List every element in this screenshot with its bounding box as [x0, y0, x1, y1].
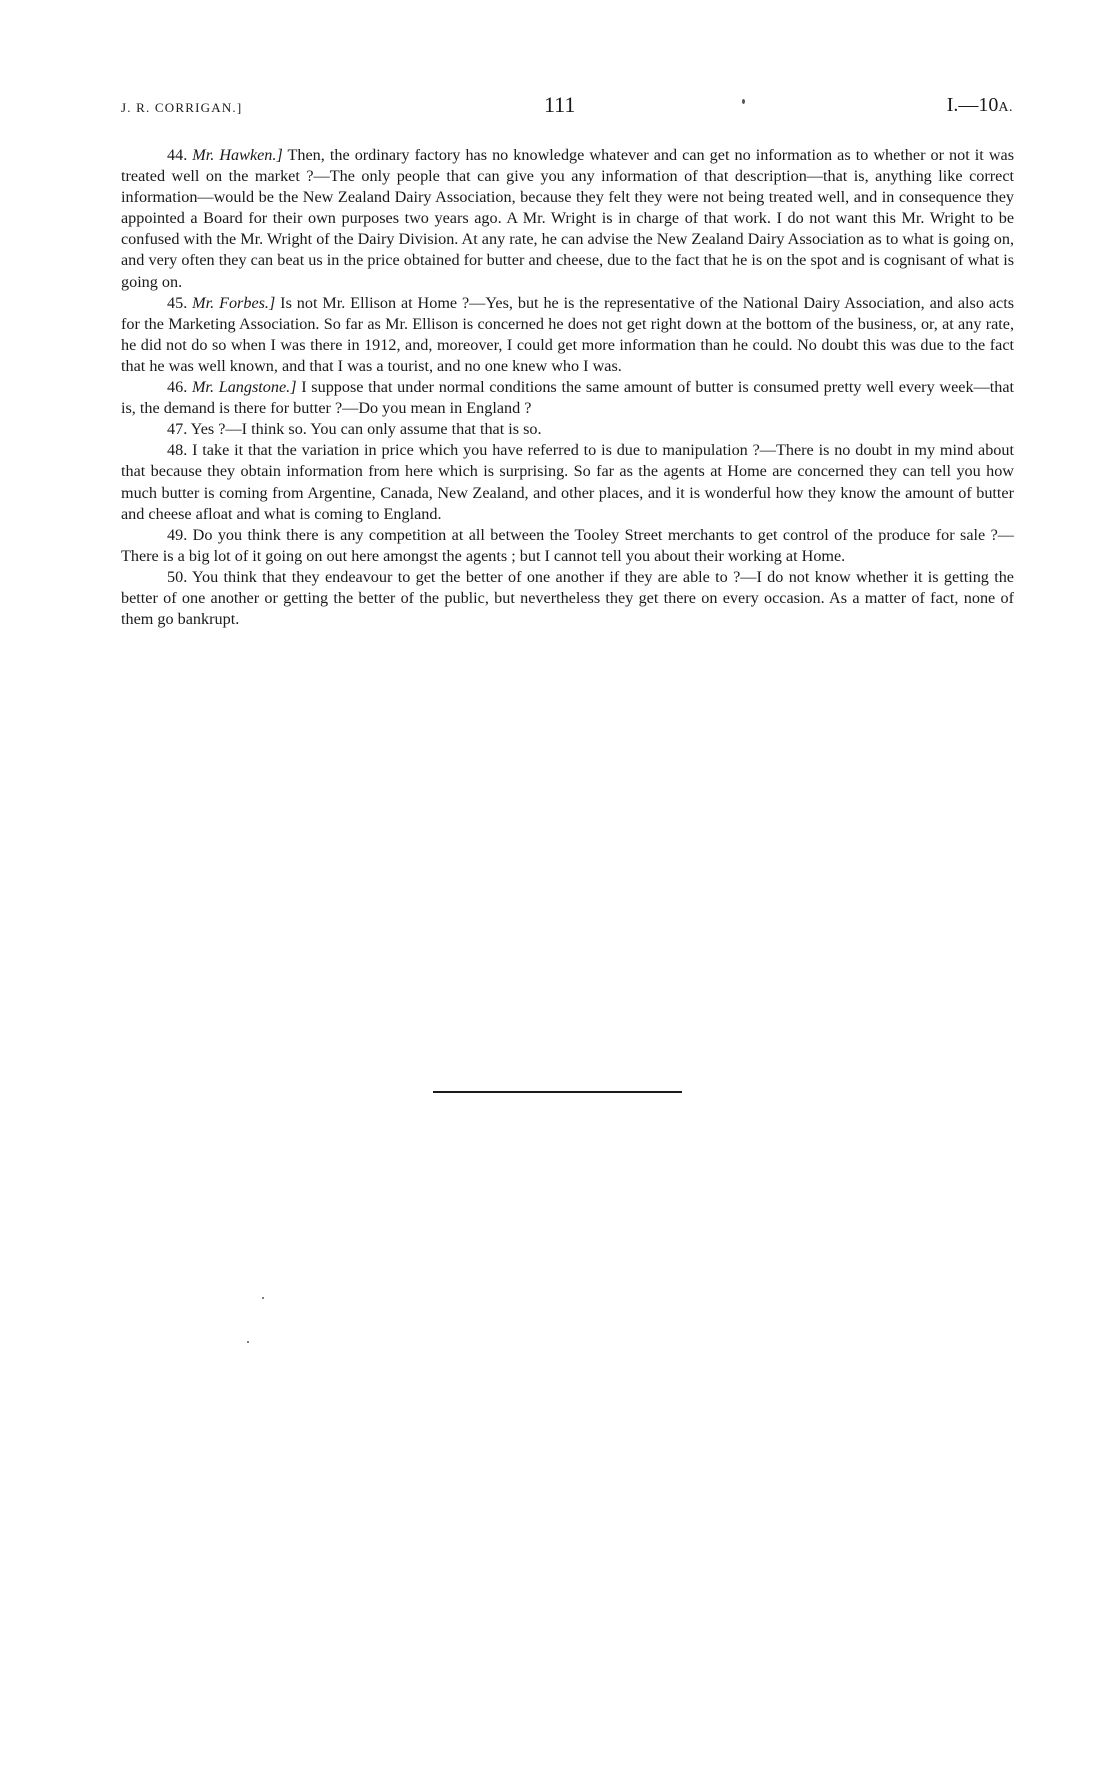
speaker-name: Mr. Langstone.]	[191, 378, 297, 397]
question-number: 47.	[167, 420, 188, 439]
paragraph-50	[121, 567, 1014, 630]
section-end-rule	[433, 1091, 682, 1093]
scan-speck	[262, 1297, 264, 1299]
speaker-name: Mr. Hawken.]	[192, 146, 283, 164]
paragraph-45	[121, 293, 1014, 377]
header-paper-reference-suffix: A.	[998, 100, 1013, 115]
paragraph-text: I take it that the variation in price which you have referred to is due to manipulation ?—There is no doubt in my mind about that because they obtain information from here which is surprising. So far as the agents at Home are concerned they can tell you how much butter is coming from Argentine, Canada, New Zealand, and other places, and it is wonderful how they know the amount of butter and cheese afloat and what is coming to England.	[121, 441, 1014, 523]
paragraph-text: Is not Mr. Ellison at Home ?—Yes, but he is the representative of the National Dairy Association, and also acts for the Marketing Association. So far as Mr. Ellison is concerned he does not get right down at the bottom of the business, or, at any rate, he did not do so when I was there in 1912, and, moreover, I could get more information than he could. No doubt this was due to the fact that he was well known, and that I was a tourist, and no one knew who I was.	[121, 293, 1014, 375]
paragraph-48	[121, 440, 1014, 524]
paragraph-44	[121, 145, 1014, 293]
question-number: 46.	[167, 378, 188, 397]
header-witness-name: J. R. CORRIGAN.]	[121, 100, 243, 115]
paragraph-text: I suppose that under normal conditions the same amount of butter is consumed pretty well every week—that is, the demand is there for butter ?—Do you mean in England ?	[121, 378, 1014, 418]
header-paper-reference-main: I.—10	[946, 94, 999, 116]
question-number: 50.	[167, 567, 188, 586]
testimony-body	[121, 145, 1014, 630]
scan-speck	[247, 1341, 249, 1343]
paragraph-text: Do you think there is any competition at all between the Tooley Street merchants to get control of the produce for sale ?—There is a big lot of it going on out here amongst the agents ; but I cannot tell you about their working at Home.	[121, 525, 1014, 565]
paragraph-text: Then, the ordinary factory has no knowledge whatever and can get no information as to whether or not it was treated well on the market ?—The only people that can give you any information of that description—that is, anything like correct information—would be the New Zealand Dairy Association, because they felt they were not being treated well, and in consequence they appointed a Board for their own purposes two years ago. A Mr. Wright is in charge of that work. I do not want this Mr. Wright to be confused with the Mr. Wright of the Dairy Division. At any rate, he can advise the New Zealand Dairy Association as to what is going on, and very often they can beat us in the price obtained for butter and cheese, due to the fact that he is on the spot and is cognisant of what is going on.	[121, 146, 1014, 291]
question-number: 45.	[167, 293, 188, 312]
paragraph-46	[121, 377, 1014, 419]
paragraph-47	[121, 419, 1014, 440]
header-paper-reference	[947, 94, 1013, 117]
question-number: 49.	[167, 525, 188, 544]
paragraph-text: You think that they endeavour to get the better of one another if they are able to ?—I do not know whether it is getting the better of one another or getting the better of the public, but nevertheless they get there on every occasion. As a matter of fact, none of them go bankrupt.	[121, 567, 1014, 629]
question-number: 48.	[167, 441, 188, 460]
question-number: 44.	[167, 146, 188, 164]
page-number: 111	[544, 92, 576, 117]
speaker-name: Mr. Forbes.]	[192, 293, 276, 312]
running-header	[121, 92, 1013, 122]
scan-speck	[742, 99, 745, 104]
paragraph-49	[121, 525, 1014, 567]
paragraph-text: Yes ?—I think so. You can only assume that that is so.	[187, 420, 542, 439]
